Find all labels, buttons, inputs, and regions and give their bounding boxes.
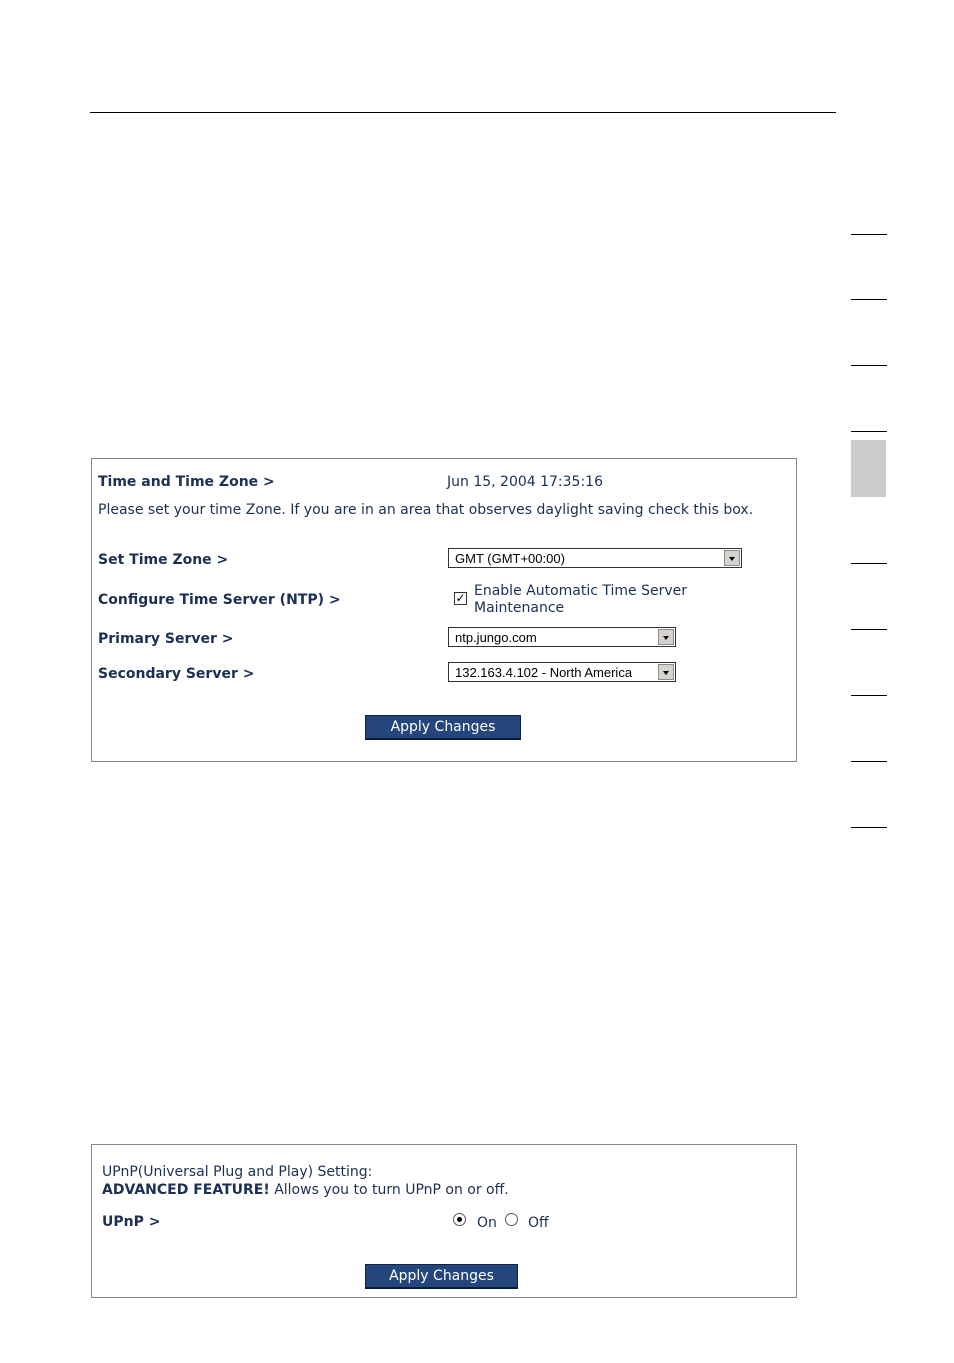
upnp-off-label: Off [528, 1215, 549, 1231]
primary-server-select[interactable] [448, 627, 676, 647]
upnp-heading: UPnP(Universal Plug and Play) Setting: [102, 1164, 373, 1180]
upnp-advanced-note [102, 1182, 509, 1199]
primary-server-label: Primary Server > [98, 631, 234, 647]
chevron-down-icon[interactable] [658, 664, 674, 680]
section-tab-marker [851, 431, 887, 432]
chevron-down-icon[interactable] [724, 550, 740, 566]
section-tab-marker [851, 365, 887, 366]
upnp-label: UPnP > [102, 1214, 161, 1230]
section-tab-marker [851, 761, 887, 762]
ntp-checkbox[interactable]: ✓ [455, 591, 466, 605]
advanced-feature-text: Allows you to turn UPnP on or off. [269, 1182, 509, 1198]
active-section-tab [851, 440, 886, 497]
section-tab-marker [851, 629, 887, 630]
ntp-label: Configure Time Server (NTP) > [98, 592, 341, 608]
time-zone-label: Set Time Zone > [98, 552, 229, 568]
secondary-server-select[interactable] [448, 662, 676, 682]
section-tab-marker [851, 299, 887, 300]
upnp-panel [91, 1144, 797, 1298]
secondary-server-value: 132.163.4.102 - North America [455, 665, 633, 680]
chevron-down-icon[interactable] [658, 629, 674, 645]
time-zone-select[interactable] [448, 548, 742, 568]
panel-description: Please set your time Zone. If you are in an area that observes daylight saving check this box. [98, 502, 754, 518]
upnp-on-label: On [477, 1215, 497, 1231]
ntp-checkbox-label: Enable Automatic Time Server Maintenance [474, 583, 688, 616]
secondary-server-label: Secondary Server > [98, 666, 255, 682]
upnp-on-radio[interactable] [453, 1213, 466, 1226]
section-tab-marker [851, 827, 887, 828]
upnp-off-radio[interactable] [505, 1213, 518, 1226]
primary-server-value: ntp.jungo.com [455, 630, 537, 645]
advanced-feature-label: ADVANCED FEATURE! [102, 1182, 270, 1198]
time-zone-value: GMT (GMT+00:00) [455, 551, 565, 566]
section-tab-marker [851, 563, 887, 564]
section-tab-marker [851, 695, 887, 696]
current-datetime: Jun 15, 2004 17:35:16 [447, 474, 603, 490]
upnp-apply-changes-button[interactable]: Apply Changes [365, 1264, 518, 1289]
header-rule [90, 112, 836, 113]
apply-changes-button[interactable]: Apply Changes [365, 715, 521, 740]
panel-title: Time and Time Zone > [98, 474, 275, 490]
section-tab-marker [851, 234, 887, 235]
time-zone-panel [91, 458, 797, 762]
